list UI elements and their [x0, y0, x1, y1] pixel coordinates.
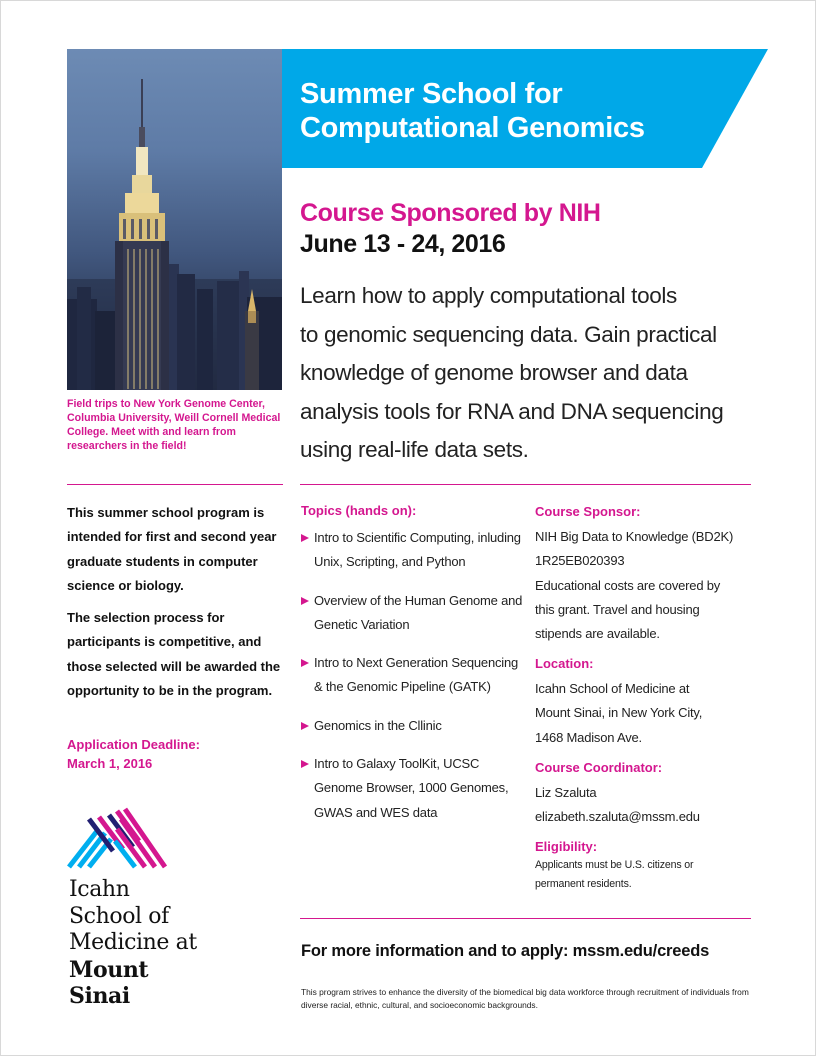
course-sponsor-costs: Educational costs are covered by this grant. Travel and housing stipends are available. — [535, 577, 721, 642]
intro-paragraph — [300, 277, 750, 470]
triangle-bullet-icon — [301, 760, 309, 768]
description-para-2: The selection process for participants is competitive, and those selected will be awarded the opportunity to be in the program. — [67, 610, 281, 699]
diversity-footnote: This program strives to enhance the diversity of the biomedical big data workforce through recruitment of individuals from diverse racial, ethnic, cultural, and socioeconomic backgrounds. — [301, 987, 749, 1010]
triangle-bullet-icon — [301, 597, 309, 605]
sponsor-heading: Course Sponsored by NIH — [300, 199, 601, 227]
coordinator-name: Liz Szaluta — [535, 785, 597, 800]
application-deadline — [67, 735, 287, 773]
eligibility-text: Applicants must be U.S. citizens or permanent residents. — [535, 859, 694, 890]
topics-heading: Topics (hands on): — [301, 503, 417, 518]
topic-text: Overview of the Human Genome and Genetic Variation — [314, 592, 523, 632]
deadline-label: Application Deadline: — [67, 737, 200, 752]
list-item — [301, 714, 523, 738]
course-sponsor-section — [535, 503, 767, 646]
coordinator-heading: Course Coordinator: — [535, 760, 663, 775]
course-sponsor-line: NIH Big Data to Knowledge (BD2K) — [535, 529, 734, 544]
intro-line: using real-life data sets. — [300, 437, 529, 462]
topic-text: Intro to Galaxy ToolKit, UCSC Genome Browser, 1000 Genomes, GWAS and WES data — [314, 756, 509, 820]
triangle-bullet-icon — [301, 722, 309, 730]
triangle-bullet-icon — [301, 534, 309, 542]
title-line-1: Summer School for — [300, 78, 563, 110]
program-description — [67, 501, 289, 703]
intro-line: knowledge of genome browser and data — [300, 360, 688, 385]
title-banner — [282, 49, 768, 168]
description-para-1: This summer school program is intended for first and second year graduate students in computer science or biology. — [67, 505, 277, 593]
coordinator-section — [535, 759, 767, 830]
divider-left — [67, 484, 283, 485]
logo-line: Medicine at — [69, 930, 197, 955]
intro-line: analysis tools for RNA and DNA sequencing — [300, 398, 724, 424]
list-item — [301, 651, 523, 700]
location-address: 1468 Madison Ave. — [535, 729, 642, 745]
location-heading: Location: — [535, 656, 594, 671]
divider-bottom — [300, 918, 751, 919]
logo-line: Icahn — [69, 877, 130, 902]
title-line-2: Computational Genomics — [300, 112, 645, 144]
divider-right — [300, 484, 751, 485]
location-section — [535, 655, 767, 750]
eligibility-heading: Eligibility: — [535, 839, 598, 854]
photo-caption: Field trips to New York Genome Center, Columbia University, Weill Cornell Medical College. Meet with and learn from researchers in the field! — [67, 398, 281, 452]
deadline-date: March 1, 2016 — [67, 756, 153, 771]
eligibility-section — [535, 838, 767, 894]
list-item — [301, 526, 523, 575]
topic-text: Genomics in the Cllinic — [314, 717, 442, 733]
intro-line: to genomic sequencing data. Gain practical — [300, 321, 717, 347]
logo-line: Mount — [69, 956, 149, 983]
grant-number: 1R25EB020393 — [535, 553, 625, 569]
topics-list — [301, 526, 523, 825]
topic-text: Intro to Next Generation Sequencing & the Genomic Pipeline (GATK) — [314, 655, 519, 695]
location-line: Icahn School of Medicine at Mount Sinai, in New York City, — [535, 681, 703, 721]
course-sponsor-heading: Course Sponsor: — [535, 504, 641, 519]
coordinator-email[interactable]: elizabeth.szaluta@mssm.edu — [535, 809, 700, 825]
page-title — [300, 77, 740, 145]
logo-wordmark — [69, 877, 197, 1010]
topic-text: Intro to Scientific Computing, inluding Unix, Scripting, and Python — [314, 530, 521, 570]
empire-state-building-photo — [67, 49, 282, 390]
mount-sinai-logo-icon — [67, 807, 167, 874]
triangle-bullet-icon — [301, 659, 309, 667]
list-item — [301, 752, 523, 825]
list-item — [301, 589, 523, 638]
more-info-link[interactable]: For more information and to apply: mssm.edu/creeds — [301, 942, 710, 960]
intro-line: Learn how to apply computational tools — [300, 283, 677, 308]
logo-line: Sinai — [69, 983, 130, 1009]
logo-line: School of — [69, 903, 169, 929]
dates-heading: June 13 - 24, 2016 — [300, 230, 506, 258]
